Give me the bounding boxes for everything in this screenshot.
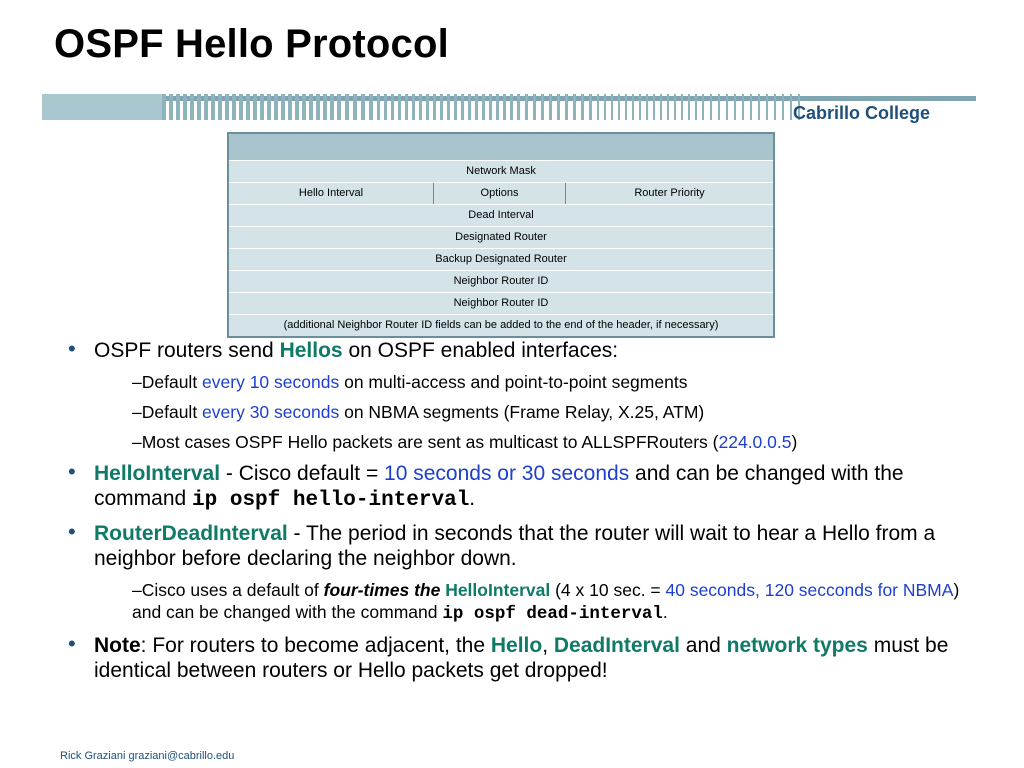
- bullet-text: - The period in seconds that the router will wait to hear a Hello from a neighbor before declaring the neighbor down.: [94, 522, 936, 570]
- bullet-text: .: [469, 487, 476, 510]
- bullet-icon: •: [68, 459, 76, 484]
- bullet-note: [68, 633, 998, 683]
- highlight-text: Hellos: [279, 339, 343, 362]
- table-row-header: [229, 134, 773, 160]
- bullet-list: [68, 338, 998, 691]
- sub-bullet-multicast: [132, 431, 998, 453]
- table-cell: Neighbor Router ID: [453, 275, 549, 287]
- bullet-text: ): [791, 432, 798, 452]
- table-cell: [229, 134, 773, 160]
- note-label: Note: [94, 634, 141, 657]
- highlight-text: every 30 seconds: [202, 402, 340, 422]
- bullet-text: –Most cases OSPF Hello packets are sent as multicast to ALLSPFRouters (: [132, 432, 719, 452]
- bullet-icon: •: [68, 336, 76, 361]
- table-cell: Dead Interval: [468, 209, 534, 221]
- bullet-text: : For routers to become adjacent, the: [140, 634, 491, 657]
- brand-name: Cabrillo College: [792, 103, 930, 123]
- table-cell: Hello Interval: [298, 187, 364, 199]
- highlight-text: DeadInterval: [553, 634, 680, 657]
- page-title: OSPF Hello Protocol: [54, 22, 449, 66]
- table-row: [229, 314, 773, 336]
- bullet-text: on NBMA segments (Frame Relay, X.25, ATM): [339, 402, 705, 422]
- header-band: [42, 94, 976, 124]
- highlight-text: Hello: [490, 634, 543, 657]
- table-cell: (additional Neighbor Router ID fields can be added to the end of the header, if necessary): [283, 319, 719, 331]
- bullet-text: and: [679, 634, 727, 657]
- header-band-stripes: [162, 94, 802, 120]
- bullet-text: OSPF routers send: [94, 339, 280, 362]
- sub-bullet-default-30: [132, 401, 998, 423]
- table-cell: Network Mask: [466, 165, 536, 177]
- table-row: [229, 292, 773, 314]
- table-row: [229, 248, 773, 270]
- highlight-text: 40 seconds, 120 secconds for NBMA: [665, 580, 954, 600]
- bullet-hellos: [68, 338, 998, 363]
- footer-credit: Rick Graziani graziani@cabrillo.edu: [60, 750, 235, 762]
- highlight-text: HelloInterval: [440, 580, 551, 600]
- bullet-text: on multi-access and point-to-point segments: [339, 372, 688, 392]
- highlight-text: 224.0.0.5: [718, 432, 792, 452]
- table-row: [229, 204, 773, 226]
- bullet-text: on OSPF enabled interfaces:: [342, 339, 619, 362]
- bullet-text: ) and can be changed with the command: [132, 580, 960, 622]
- hello-packet-table: [227, 132, 775, 338]
- table-row: [229, 226, 773, 248]
- bullet-icon: •: [68, 631, 76, 656]
- sub-bullet-default-10: [132, 371, 998, 393]
- bullet-text: and can be changed with the command: [94, 462, 904, 510]
- emphasis-text: four-times the: [323, 580, 441, 600]
- bullet-text: - Cisco default =: [220, 462, 385, 485]
- highlight-text: 10 seconds or 30 seconds: [384, 462, 630, 485]
- table-row: [229, 160, 773, 182]
- bullet-hellointerval: [68, 461, 998, 513]
- table-cell: Backup Designated Router: [435, 253, 567, 265]
- table-row: [229, 182, 773, 204]
- table-cell: Options: [433, 183, 565, 204]
- bullet-icon: •: [68, 519, 76, 544]
- bullet-routerdeadinterval: [68, 521, 998, 571]
- table-row: [229, 270, 773, 292]
- bullet-text: must be identical between routers or Hello packets get dropped!: [94, 634, 949, 682]
- bullet-text: .: [662, 602, 668, 622]
- table-cell: Designated Router: [455, 231, 547, 243]
- bullet-text: –Default: [132, 372, 203, 392]
- table-cell: Neighbor Router ID: [453, 297, 549, 309]
- header-band-block: [42, 94, 162, 120]
- highlight-text: HelloInterval: [94, 462, 221, 485]
- command-text: ip ospf hello-interval: [192, 489, 470, 512]
- bullet-text: –Cisco uses a default of: [132, 580, 324, 600]
- command-text: ip ospf dead-interval: [442, 604, 663, 624]
- table-cell: Router Priority: [565, 183, 773, 204]
- highlight-text: RouterDeadInterval: [94, 522, 288, 545]
- highlight-text: network types: [726, 634, 868, 657]
- bullet-text: –Default: [132, 402, 203, 422]
- bullet-text: (4 x 10 sec. =: [550, 580, 666, 600]
- bullet-text: ,: [542, 634, 554, 657]
- highlight-text: every 10 seconds: [202, 372, 340, 392]
- sub-bullet-cisco-default: [132, 579, 998, 625]
